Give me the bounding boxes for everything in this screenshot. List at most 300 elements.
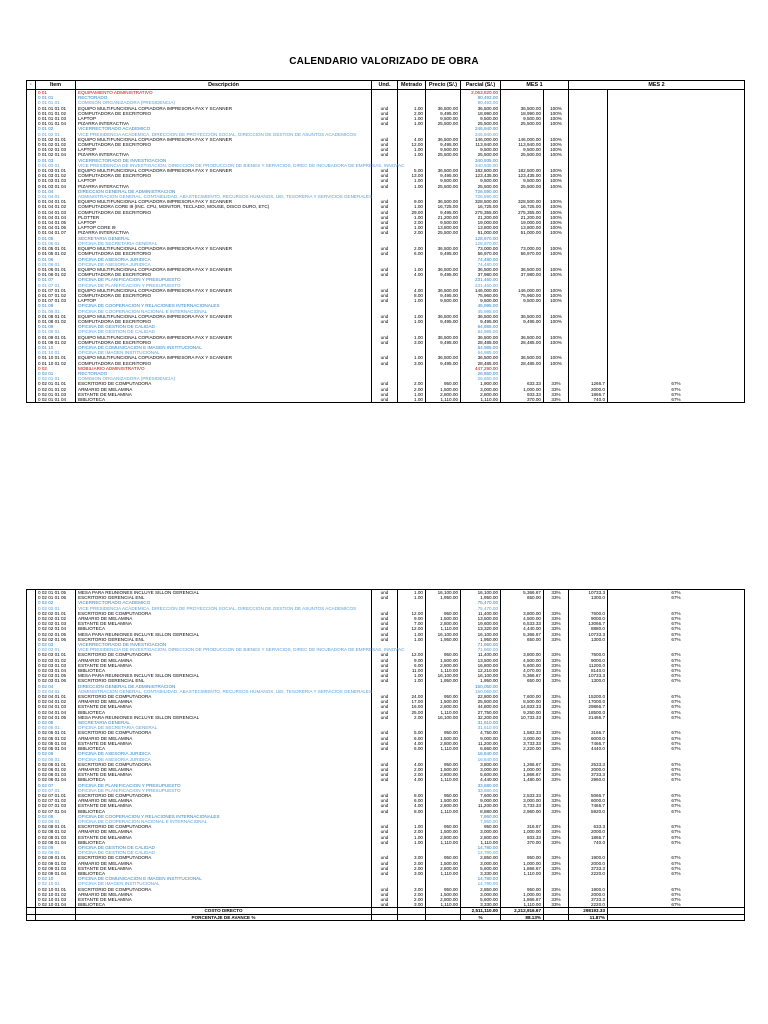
cell-metrado: 1.00 [398,215,426,220]
cell-descripcion: ESCRITORIO DE COMPUTADORA [76,652,372,657]
cell-mes-2-percent: 67% [608,741,745,746]
cell-item: 0 02 09 01 04 [36,871,76,876]
cell-descripcion: OFICINA DE PLANIFICACION Y PRESUPUESTO [76,783,372,788]
cell-mes-1-percent: 33% [544,840,569,845]
cell-mes-1-amount: 51,000.00 [501,230,544,235]
cell-mes-2-percent: 67% [608,663,745,668]
cell-item: 0 02 01 01 [36,376,76,381]
cell-item: 0 01 01 [36,95,76,100]
cell-metrado: 6.00 [398,746,426,751]
cell-und: und [372,866,398,871]
cell-mes-1-amount: 1,583.33 [501,730,544,735]
cell-metrado: 6.00 [398,663,426,668]
cell-descripcion: EQUIPO MULTIFUNCIONAL COPIADORA IMPRESORA FAX Y SCANNER [76,106,372,111]
cell-precio: 950.00 [426,793,461,798]
cell-parcial: 25,500.00 [461,184,501,189]
cell-und: und [372,777,398,782]
cell-mes-1-amount: 328,500.00 [501,199,544,204]
cell-parcial: 2,063,820.00 [461,90,501,96]
cell-parcial: 7,860.00 [461,814,501,819]
cell-mes-2-amount: 21466.7 [569,715,608,720]
cell-mes-1-amount: 5,600.00 [501,663,544,668]
cell-und: und [372,892,398,897]
cell-metrado: 3.00 [398,871,426,876]
cell-parcial: 16,100.00 [461,632,501,637]
cell-und: und [372,298,398,303]
cell-descripcion: EQUIPO MULTIFUNCIONAL COPIADORA IMPRESORA FAX Y SCANNER [76,199,372,204]
cell-descripcion: ADMINISTRACION GENERAL, CONTABILIDAD, ABASTECIMIENTO, RECURSOS HUMANOS, UEI, TESORERIA Y SERVICIOS GENERALES [76,194,372,199]
cell-metrado: 2.00 [398,715,426,720]
cell-mes-1-percent: 100% [544,288,569,293]
cell-mes-1-percent: 100% [544,178,569,183]
cell-parcial: 3,000.00 [461,861,501,866]
cell-und: und [372,251,398,256]
cell-item: 0 02 06 [36,751,76,756]
cell-metrado: 12.00 [398,611,426,616]
header-descripcion: Descripción [76,81,372,90]
cell-mes-1-percent: 33% [544,397,569,403]
cell-descripcion: MESA PARA REUNIONES INCLUYE SILLON GERENCIAL [76,715,372,720]
cell-mes-2-percent: 67% [608,668,745,673]
cell-mes-1-percent: 100% [544,246,569,251]
cell-item: 0 02 04 01 03 [36,704,76,709]
cell-mes-1-percent: 33% [544,762,569,767]
cell-item: 0 01 07 [36,277,76,282]
cell-item: 0 02 09 01 03 [36,866,76,871]
cell-parcial: 19,600.00 [461,621,501,626]
cell-mes-1-percent: 33% [544,387,569,392]
cell-descripcion: LAPTOP [76,298,372,303]
cell-und: und [372,678,398,683]
cell-parcial: 13,320.00 [461,626,501,631]
cell-parcial: 73,000.00 [461,246,501,251]
cell-mes-2-amount: 10733.3 [569,673,608,678]
cell-parcial: 5,600.00 [461,897,501,902]
cell-und: und [372,230,398,235]
cell-mes-1-percent: 100% [544,204,569,209]
cell-mes-1-percent: 33% [544,595,569,600]
cell-mes-1-percent: 33% [544,902,569,908]
cell-mes-1-amount: 633.33 [501,381,544,386]
cell-und: und [372,199,398,204]
cell-parcial: 31,610.00 [461,720,501,725]
cell-item: 0 02 02 01 04 [36,626,76,631]
cell-parcial: 71,960.00 [461,647,501,652]
cell-und: und [372,741,398,746]
cell-parcial: 3,330.00 [461,902,501,908]
cell-mes-1-percent: 33% [544,673,569,678]
cell-mes-1-amount: 275,355.00 [501,210,544,215]
cell-mes-1-percent: 33% [544,694,569,699]
cell-parcial: 51,000.00 [461,230,501,235]
cell-metrado: 1.00 [398,392,426,397]
cell-precio: 36,500.00 [426,246,461,251]
cell-descripcion: OFICINA DE GESTION DE CALIDAD [76,845,372,850]
cell-precio: 2,800.00 [426,741,461,746]
cell-parcial: 9,000.00 [461,798,501,803]
cell-metrado: 1.00 [398,298,426,303]
cell-parcial: 36,500.00 [461,106,501,111]
cell-mes-1-amount: 37,980.00 [501,272,544,277]
cell-item: 0 01 05 01 [36,241,76,246]
cell-metrado: 2.00 [398,861,426,866]
cell-precio: 9,495.00 [426,111,461,116]
cell-parcial: 340,935.00 [461,163,501,168]
cell-parcial: 1,950.00 [461,595,501,600]
cell-descripcion: LAPTOP [76,178,372,183]
cell-mes-1-percent: 100% [544,116,569,121]
cell-mes-2-amount: 740.0 [569,840,608,845]
cell-parcial: 90,493.00 [461,100,501,105]
cell-descripcion: DIRECCION GENERAL DE ADMINISTRACION [76,684,372,689]
cell-metrado: 8.00 [398,293,426,298]
cell-item: 0 02 08 [36,814,76,819]
costo-directo-mes-2: 298193.33 [569,908,608,914]
cell-descripcion: COMPUTADORA DE ESCRITORIO [76,142,372,147]
cell-parcial: 36,500.00 [461,335,501,340]
cell-item: 0 01 04 01 07 [36,230,76,235]
cell-mes-1-percent: 100% [544,121,569,126]
cell-descripcion: VICERRECTORADO ACADEMICO [76,600,372,605]
cell-descripcion: BIBLIOTECA [76,902,372,908]
cell-mes-1-amount: 146,000.00 [501,288,544,293]
cell-descripcion: BIBLIOTECA [76,626,372,631]
cell-parcial: 9,495.00 [461,319,501,324]
cell-item: 0 02 09 01 [36,850,76,855]
cell-precio: 9,495.00 [426,272,461,277]
cell-metrado: 2.00 [398,230,426,235]
cell-descripcion: BIBLIOTECA [76,809,372,814]
porcentaje-avance-total: % [461,914,501,920]
cell-mes-2-percent: 67% [608,835,745,840]
cell-und: und [372,861,398,866]
cell-mes-1-percent: 100% [544,319,569,324]
cell-item: 0 02 02 01 02 [36,616,76,621]
cell-und: und [372,871,398,876]
cell-item: 0 02 05 01 03 [36,741,76,746]
cell-und: und [372,621,398,626]
cell-mes-2-percent: 67% [608,710,745,715]
cell-mes-2-amount: 2000.0 [569,767,608,772]
cell-und: und [372,220,398,225]
cell-parcial: 9,500.00 [461,298,501,303]
cell-descripcion: LAPTOP [76,116,372,121]
cell-mes-1-percent: 33% [544,741,569,746]
cell-mes-1-amount: 1,000.00 [501,829,544,834]
header-mes-2: MES 2 [569,81,745,90]
cell-mes-1-percent: 33% [544,887,569,892]
cell-mes-1-percent: 33% [544,824,569,829]
cell-descripcion: OFICINA DE GESTION DE CALIDAD [76,329,372,334]
cell-mes-1-amount: 2,533.33 [501,793,544,798]
cell-item: 0 01 07 01 02 [36,293,76,298]
cell-metrado: 4.00 [398,288,426,293]
cell-parcial: 37,980.00 [461,272,501,277]
cell-parcial: 45,995.00 [461,309,501,314]
cell-mes-2-percent: 67% [608,704,745,709]
cell-item: 0 02 07 01 02 [36,798,76,803]
cell-mes-1-percent: 100% [544,340,569,345]
cell-item: 0 02 08 01 01 [36,824,76,829]
cell-descripcion: RECTORADO [76,371,372,376]
cell-und: und [372,835,398,840]
cell-metrado: 2.00 [398,387,426,392]
cell-parcial: 275,355.00 [461,210,501,215]
table-header-row [27,81,745,90]
cell-parcial: 9,000.00 [461,736,501,741]
cell-mes-2-percent: 67% [608,616,745,621]
cell-und: und [372,595,398,600]
cell-descripcion: ARMARIO DE MELAMINA [76,616,372,621]
cell-mes-1-amount: 4,500.00 [501,616,544,621]
cell-mes-1-percent: 33% [544,871,569,876]
cell-mes-1-amount: 1,110.00 [501,902,544,908]
cell-item: 0 01 09 [36,324,76,329]
cell-descripcion: EQUIPO MULTIFUNCIONAL COPIADORA IMPRESORA FAX Y SCANNER [76,314,372,319]
cell-metrado: 4.00 [398,741,426,746]
cell-parcial: 27,750.00 [461,710,501,715]
cell-mes-1-amount: 25,500.00 [501,184,544,189]
cell-item: 0 01 01 01 03 [36,116,76,121]
cell-mes-2-amount: 7466.7 [569,741,608,746]
cell-descripcion: ESTANTE DE MELAMINA [76,835,372,840]
cell-metrado: 1.00 [398,152,426,157]
cell-mes-1-percent: 33% [544,632,569,637]
row-marker [27,397,36,403]
cell-parcial: 64,985.00 [461,350,501,355]
cell-mes-1-amount: 4,500.00 [501,658,544,663]
cell-item: 0 02 07 01 01 [36,793,76,798]
cell-mes-2-amount: 5920.0 [569,809,608,814]
cell-parcial: 1,900.00 [461,381,501,386]
cell-mes-2-percent: 67% [608,736,745,741]
cell-und: und [372,210,398,215]
cell-mes-1-amount: 950.00 [501,855,544,860]
cell-metrado: 2.00 [398,767,426,772]
cell-mes-1-percent: 33% [544,611,569,616]
cell-item: 0 02 02 01 01 [36,611,76,616]
cell-metrado: 3.00 [398,340,426,345]
cell-metrado: 1.00 [398,106,426,111]
cell-und: und [372,121,398,126]
cell-und: und [372,626,398,631]
cell-mes-2-amount: 5066.7 [569,793,608,798]
cell-precio: 1,500.00 [426,616,461,621]
cell-item: 0 02 10 01 [36,881,76,886]
cell-mes-1-amount: 36,500.00 [501,314,544,319]
cell-precio: 9,495.00 [426,361,461,366]
cell-descripcion: ESTANTE DE MELAMINA [76,663,372,668]
schedule-table-page-1 [26,80,745,403]
cell-item: 0 02 05 01 [36,725,76,730]
cell-item: 0 02 10 01 01 [36,887,76,892]
cell-precio: 1,950.00 [426,678,461,683]
cell-mes-1-amount: 28,485.00 [501,361,544,366]
cell-parcial: 950.00 [461,824,501,829]
cell-metrado: 6.00 [398,798,426,803]
cell-item: 0 01 10 01 [36,350,76,355]
cell-item: 0 01 07 01 [36,283,76,288]
cell-precio: 950.00 [426,762,461,767]
cell-parcial: 33,680.00 [461,783,501,788]
cell-mes-2-percent: 67% [608,892,745,897]
cell-parcial: 3,000.00 [461,767,501,772]
cell-und: und [372,637,398,642]
cell-mes-1-amount: 36,500.00 [501,106,544,111]
cell-metrado: 2.00 [398,220,426,225]
cell-precio: 16,100.00 [426,632,461,637]
cell-parcial: 25,500.00 [461,121,501,126]
cell-parcial: 340,935.00 [461,158,501,163]
cell-item: 0 01 08 [36,303,76,308]
cell-mes-2-percent: 67% [608,777,745,782]
cell-parcial: 9,500.00 [461,178,501,183]
cell-mes-1-percent: 33% [544,809,569,814]
cell-und: und [372,168,398,173]
cell-precio: 950.00 [426,730,461,735]
cell-metrado: 1.00 [398,824,426,829]
cell-precio: 9,495.00 [426,173,461,178]
cell-und: und [372,694,398,699]
cell-mes-1-percent: 33% [544,626,569,631]
cell-metrado: 4.00 [398,803,426,808]
cell-descripcion: SECRETARIA GENERAL [76,720,372,725]
cell-mes-1-amount: 2,960.00 [501,809,544,814]
cell-descripcion: ARMARIO DE MELAMINA [76,861,372,866]
cell-mes-2-amount: 1300.0 [569,595,608,600]
cell-und: und [372,715,398,720]
cell-mes-2-amount: 2220.0 [569,871,608,876]
cell-mes-1-percent: 33% [544,704,569,709]
cell-mes-2-percent: 67% [608,632,745,637]
cell-item: 0 01 06 01 [36,262,76,267]
cell-precio: 2,800.00 [426,621,461,626]
cell-mes-2-amount: 15200.0 [569,694,608,699]
cell-mes-2-percent: 67% [608,824,745,829]
cell-item: 0 02 07 [36,783,76,788]
cell-mes-2-percent: 67% [608,887,745,892]
cell-und: und [372,663,398,668]
cell-item: 0 02 07 01 [36,788,76,793]
cell-precio: 16,725.00 [426,204,461,209]
cell-item: 0 02 05 01 01 [36,730,76,735]
cell-mes-1-percent: 33% [544,746,569,751]
cell-item: 0 01 02 01 [36,132,76,137]
cell-item: 0 02 09 01 01 [36,855,76,860]
cell-item: 0 02 08 01 02 [36,829,76,834]
cell-parcial: 182,500.00 [461,168,501,173]
cell-precio: 9,495.00 [426,210,461,215]
cell-mes-1-amount: 370.00 [501,840,544,845]
cell-parcial: 11,400.00 [461,652,501,657]
header-marker: · [27,81,36,90]
cell-mes-2-amount: 2000.0 [569,892,608,897]
cell-parcial: 75,470.00 [461,606,501,611]
cell-mes-2-percent: 67% [608,637,745,642]
cell-und: und [372,616,398,621]
cell-parcial: 32,200.00 [461,715,501,720]
cell-und: und [372,772,398,777]
cell-precio: 9,500.00 [426,178,461,183]
cell-parcial: 11,200.00 [461,741,501,746]
cell-descripcion: ESCRITORIO DE COMPUTADORA [76,793,372,798]
cell-precio: 950.00 [426,887,461,892]
cell-mes-1-amount: 1,866.67 [501,897,544,902]
cell-mes-2-amount: 2000.0 [569,829,608,834]
cell-metrado: 5.00 [398,730,426,735]
cell-mes-2-amount: 8140.0 [569,668,608,673]
cell-descripcion: OFICINA DE PLANIFICACION Y PRESUPUESTO [76,283,372,288]
cell-parcial: 146,000.00 [461,288,501,293]
cell-item: 0 01 06 [36,257,76,262]
cell-mes-2-percent: 67% [608,767,745,772]
cell-item: 0 02 02 [36,600,76,605]
cell-metrado: 1.00 [398,678,426,683]
cell-precio: 2,800.00 [426,835,461,840]
cell-parcial: 231,460.00 [461,283,501,288]
cell-mes-1-amount: 650.00 [501,678,544,683]
cell-mes-2-amount: 7466.7 [569,803,608,808]
cell-item: 0 01 09 01 02 [36,340,76,345]
cell-mes-2-amount: 6000.0 [569,798,608,803]
cell-descripcion: EQUIPO MULTIFUNCIONAL COPIADORA IMPRESORA FAX Y SCANNER [76,355,372,360]
cell-descripcion: OFICINA DE COOPERACION Y RELACIONES INTERNACIONALES [76,814,372,819]
cell-mes-2-percent: 67% [608,387,745,392]
header-metrado: Metrado [398,81,426,90]
cell-metrado: 12.00 [398,652,426,657]
cell-parcial: 9,500.00 [461,147,501,152]
cell-mes-2-percent: 67% [608,595,745,600]
cell-precio: 25,500.00 [426,184,461,189]
cell-parcial: 19,000.00 [461,220,501,225]
cell-item: 0 01 02 01 02 [36,142,76,147]
cell-precio: 36,500.00 [426,355,461,360]
cell-mes-1-percent: 33% [544,678,569,683]
cell-mes-2-amount: 10733.3 [569,632,608,637]
cell-item: 0 02 01 01 04 [36,397,76,403]
cell-mes-1-amount: 75,960.00 [501,293,544,298]
cell-descripcion: ESCRITORIO DE COMPUTADORA [76,824,372,829]
cell-parcial: 2,800.00 [461,835,501,840]
cell-descripcion: PIZARRA INTERACTIVA [76,230,372,235]
cell-metrado: 16.00 [398,704,426,709]
cell-item: 0 01 10 [36,345,76,350]
cell-metrado: 2.00 [398,381,426,386]
cell-und: und [372,632,398,637]
cell-mes-1-amount: 123,435.00 [501,173,544,178]
cell-parcial: 64,985.00 [461,324,501,329]
cell-descripcion: OFICINA DE GESTION DE CALIDAD [76,324,372,329]
cell-descripcion: BIBLIOTECA [76,840,372,845]
cell-descripcion: OFICINA DE IMAGEN INSTITUCIONAL [76,350,372,355]
cell-item: 0 02 02 01 06 [36,637,76,642]
cell-metrado: 2.00 [398,111,426,116]
cell-mes-1-amount: 5,366.67 [501,632,544,637]
cell-mes-2-percent: 67% [608,397,745,403]
cell-metrado: 1.00 [398,632,426,637]
cell-mes-1-amount: 1,480.00 [501,777,544,782]
cell-mes-1-percent: 100% [544,106,569,111]
cell-item: 0 02 10 01 03 [36,897,76,902]
cell-mes-1-percent: 100% [544,215,569,220]
cell-precio: 2,800.00 [426,704,461,709]
cell-und: und [372,178,398,183]
cell-precio: 36,500.00 [426,168,461,173]
cell-precio: 1,110.00 [426,397,461,403]
cell-mes-1-percent: 33% [544,798,569,803]
cell-item: 0 01 01 01 [36,100,76,105]
cell-mes-2-percent: 67% [608,902,745,908]
